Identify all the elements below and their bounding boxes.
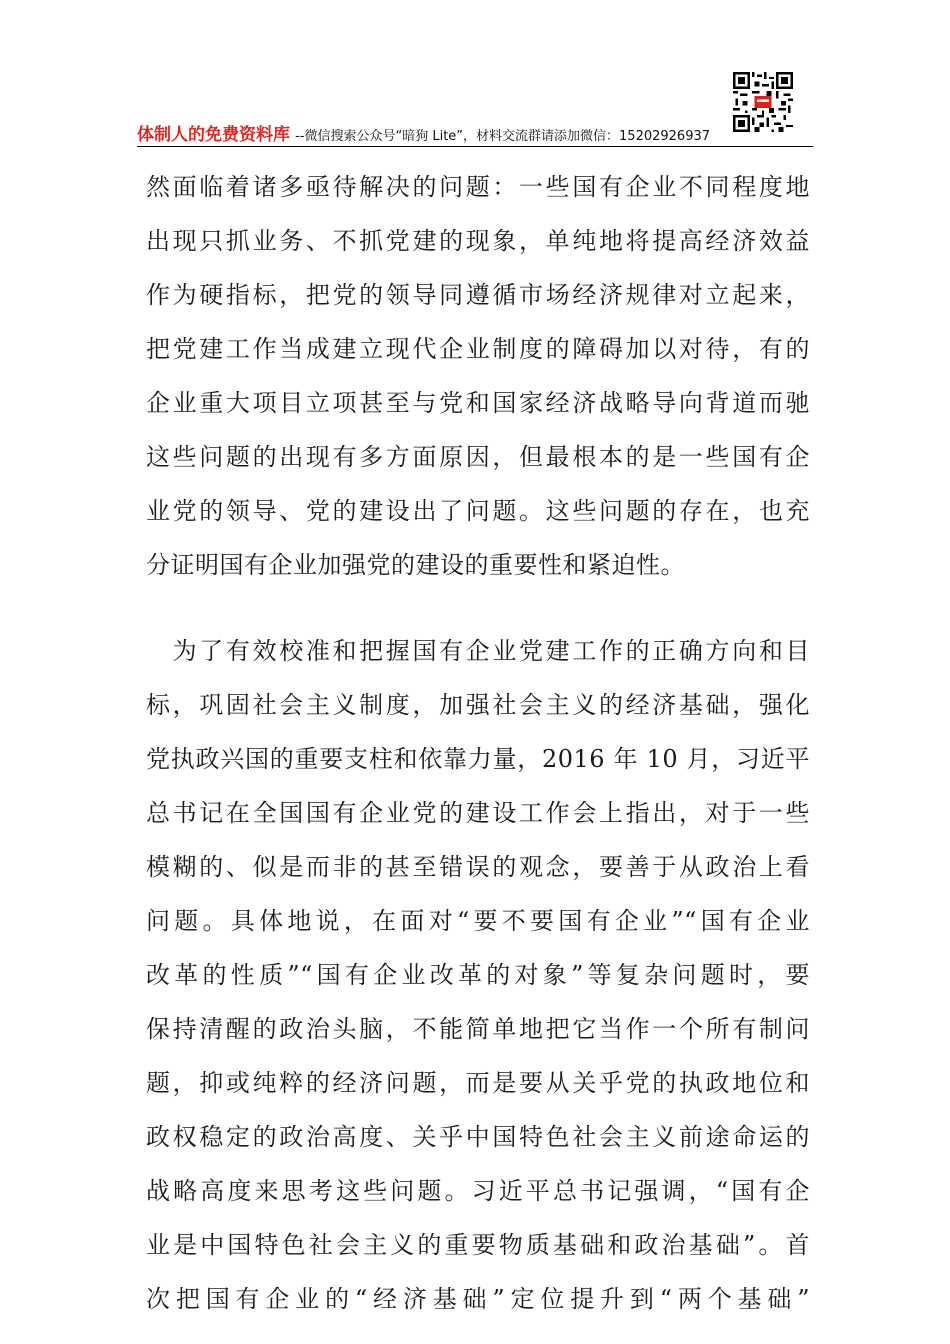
page-header (137, 120, 817, 146)
text-line: 为了有效校准和把握国有企业党建工作的正确方向和目 (146, 637, 810, 665)
text-line: 题，抑或纯粹的经济问题，而是要从关乎党的执政地位和 (146, 1069, 810, 1097)
text-line: 保持清醒的政治头脑，不能简单地把它当作一个所有制问 (146, 1015, 810, 1043)
text-line: 党执政兴国的重要支柱和依靠力量，2016 年 10 月，习近平 (146, 745, 810, 773)
text-line: 问题。具体地说，在面对“要不要国有企业”“国有企业 (146, 907, 810, 935)
text-line: 业是中国特色社会主义的重要物质基础和政治基础”。首 (146, 1231, 810, 1259)
text-line: 然面临着诸多亟待解决的问题：一些国有企业不同程度地 (146, 173, 810, 201)
text-line: 政权稳定的政治高度、关乎中国特色社会主义前途命运的 (146, 1123, 810, 1151)
document-body (146, 160, 810, 1326)
text-line: 业党的领导、党的建设出了问题。这些问题的存在，也充 (146, 497, 810, 525)
text-line: 这些问题的出现有多方面原因，但最根本的是一些国有企 (146, 443, 810, 471)
header-brand: 体制人的免费资料库 (137, 125, 290, 145)
text-line: 作为硬指标，把党的领导同遵循市场经济规律对立起来， (146, 281, 810, 309)
text-line: 战略高度来思考这些问题。习近平总书记强调，“国有企 (146, 1177, 810, 1205)
text-line: 标，巩固社会主义制度，加强社会主义的经济基础，强化 (146, 691, 810, 719)
header-divider (137, 146, 813, 147)
text-line: 分证明国有企业加强党的建设的重要性和紧迫性。 (146, 551, 685, 579)
text-line: 改革的性质”“国有企业改革的对象”等复杂问题时，要 (146, 961, 810, 989)
text-line: 次把国有企业的“经济基础”定位提升到“两个基础” (146, 1285, 810, 1313)
text-line: 把党建工作当成建立现代企业制度的障碍加以对待，有的 (146, 335, 810, 363)
text-line: 总书记在全国国有企业党的建设工作会上指出，对于一些 (146, 799, 810, 827)
text-line: 企业重大项目立项甚至与党和国家经济战略导向背道而驰 (146, 389, 810, 417)
text-line: 模糊的、似是而非的甚至错误的观念，要善于从政治上看 (146, 853, 810, 881)
qr-code-icon (733, 72, 793, 132)
text-line: 出现只抓业务、不抓党建的现象，单纯地将提高经济效益 (146, 227, 810, 255)
paragraph-2 (146, 624, 810, 1326)
header-subtitle: --微信搜索公众号“暗狗 Lite”，材料交流群请添加微信：15202926937 (295, 129, 711, 144)
paragraph-1 (146, 160, 810, 592)
